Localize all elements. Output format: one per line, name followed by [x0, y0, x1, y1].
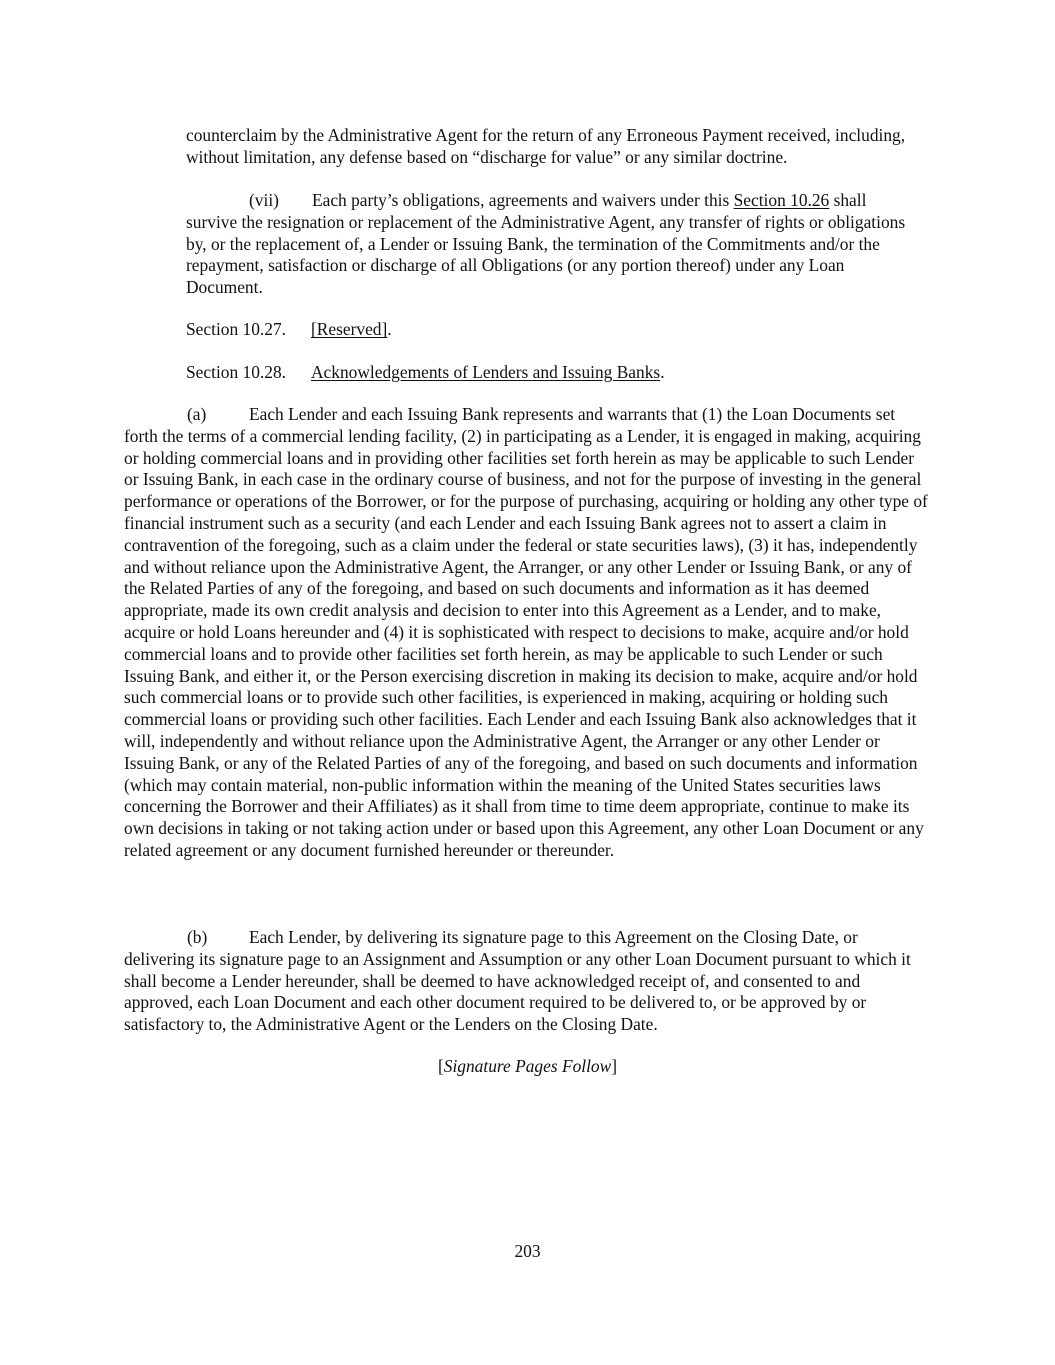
clause-vii-label: (vii): [249, 190, 279, 210]
section-10-27-heading: [186, 319, 921, 341]
paragraph-a: [124, 404, 932, 862]
continuation-text: counterclaim by the Administrative Agent for the return of any Erroneous Payment received, including, without limitation, any defense based on “discharge for value” or any similar doctrine.: [186, 125, 906, 167]
signature-note-text: Signature Pages Follow: [443, 1056, 612, 1076]
section-10-28-period: .: [660, 362, 665, 382]
paragraph-b-text: Each Lender, by delivering its signature page to this Agreement on the Closing Date, or delivering its signature page to an Assignment and Assumption or any other Loan Document pursuant to which it shall become a Lender hereunder, shall be deemed to have acknowledged receipt of, and consented to and approved, each Loan Document and each other document required to be delivered to, or be approved by or satisfactory to, the Administrative Agent or the Lenders on the Closing Date.: [124, 927, 911, 1035]
clause-vii-paragraph: [186, 190, 921, 299]
signature-note-close-bracket: ]: [611, 1056, 618, 1076]
section-10-27-period: .: [387, 319, 392, 339]
page-number: [0, 1241, 1055, 1263]
paragraph-b-label: (b): [187, 927, 208, 947]
signature-note-open-bracket: [: [437, 1056, 444, 1076]
section-10-28-heading: [186, 362, 921, 384]
section-10-26-reference: Section 10.26: [733, 190, 830, 210]
paragraph-a-text: Each Lender and each Issuing Bank represents and warrants that (1) the Loan Documents set forth the terms of a commercial lending facility, (2) in participating as a Lender, it is engaged in making, acquiring or holding commercial loans and in providing other facilities set forth herein as may be applicable to such Lender or Issuing Bank, in each case in the ordinary course of business, and not for the purpose of investing in the general performance or operations of the Borrower, or for the purpose of purchasing, acquiring or holding any other type of financial instrument such as a security (and each Lender and each Issuing Bank agrees not to assert a claim in contravention of the foregoing, such as a claim under the federal or state securities laws), (3) it has, independently and without reliance upon the Administrative Agent, the Arranger, or any other Lender or Issuing Bank, or any of the Related Parties of any of the foregoing, and based on such documents and information as it has deemed appropriate, made its own credit analysis and decision to enter into this Agreement as a Lender, and to make, acquire or hold Loans hereunder and (4) it is sophisticated with respect to decisions to make, acquire and/or hold commercial loans and to provide other facilities set forth herein, as may be applicable to such Lender or such Issuing Bank, and either it, or the Person exercising discretion in making its decision to make, acquire and/or hold such commercial loans or to provide such other facilities, is experienced in making, acquiring or holding such commercial loans or providing such other facilities. Each Lender and each Issuing Bank also acknowledges that it will, independently and without reliance upon the Administrative Agent, the Arranger or any other Lender or Issuing Bank, or any of the Related Parties of any of the foregoing, and based on such documents and information (which may contain material, non-public information within the meaning of the United States securities laws concerning the Borrower and their Affiliates) as it shall from time to time deem appropriate, continue to make its own decisions in taking or not taking action under or based upon this Agreement, any other Loan Document or any related agreement or any document furnished hereunder or thereunder.: [124, 404, 928, 860]
signature-pages-note: [0, 1056, 1055, 1078]
continuation-paragraph: [186, 125, 921, 169]
section-10-28-number: Section 10.28.: [186, 362, 286, 382]
section-10-28-title: Acknowledgements of Lenders and Issuing Banks: [311, 362, 661, 382]
clause-vii-text-after: shall survive the resignation or replacement of the Administrative Agent, any transfer of rights or obligations by, or the replacement of, a Lender or Issuing Bank, the termination of the Commitments and/or the repayment, satisfaction or discharge of all Obligations (or any portion thereof) under any Loan Document.: [186, 190, 906, 298]
paragraph-a-label: (a): [187, 404, 207, 424]
clause-vii-text-before: Each party’s obligations, agreements and waivers under this: [312, 190, 734, 210]
page-number-text: 203: [514, 1241, 541, 1261]
section-10-27-title: [Reserved]: [311, 319, 388, 339]
paragraph-b: [124, 927, 932, 1036]
section-10-27-number: Section 10.27.: [186, 319, 286, 339]
